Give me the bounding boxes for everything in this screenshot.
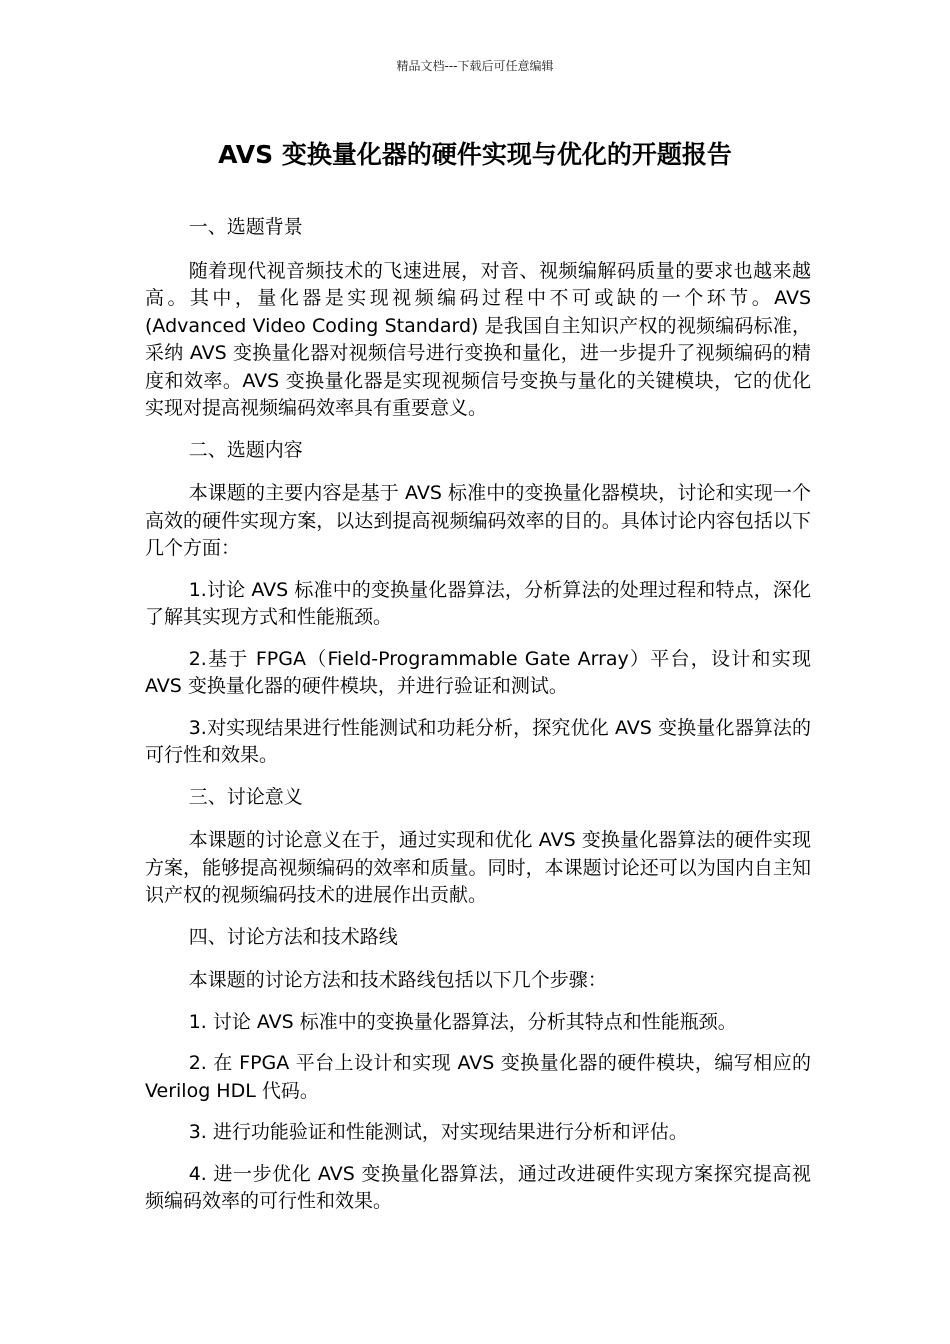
section-heading-content: 二、选题内容 [188,438,303,461]
content-item-2: 2.基于 FPGA（Field-Programmable Gate Array）平台，设计和实现 AVS 变换量化器的硬件模块，并进行验证和测试。 [145,647,811,697]
document-body [145,214,811,1230]
method-step-4: 4. 进一步优化 AVS 变换量化器算法，通过改进硬件实现方案探究提高视频编码效率的可行性和效果。 [145,1162,811,1212]
paragraph-methods-intro: 本课题的讨论方法和技术路线包括以下几个步骤： [188,969,607,991]
paragraph-significance: 本课题的讨论意义在于，通过实现和优化 AVS 变换量化器算法的硬件实现方案，能够提高视频编码的效率和质量。同时，本课题讨论还可以为国内自主知识产权的视频编码技术的进展作出贡献。 [145,829,811,906]
document-title: AVS 变换量化器的硬件实现与优化的开题报告 [218,140,732,169]
page-header-note: 精品文档---下载后可任意编辑 [396,59,554,73]
section-heading-background: 一、选题背景 [188,216,303,238]
content-item-3: 3.对实现结果进行性能测试和功耗分析，探究优化 AVS 变换量化器算法的可行性和效果。 [145,716,811,766]
section-heading-methods: 四、讨论方法和技术路线 [188,925,398,948]
section-heading-significance: 三、讨论意义 [188,785,303,808]
method-step-2: 2. 在 FPGA 平台上设计和实现 AVS 变换量化器的硬件模块，编写相应的 Verilog HDL 代码。 [145,1052,811,1102]
paragraph-content-intro: 本课题的主要内容是基于 AVS 标准中的变换量化器模块，讨论和实现一个高效的硬件实现方案，以达到提高视频编码效率的目的。具体讨论内容包括以下几个方面： [145,482,811,559]
paragraph-background: 随着现代视音频技术的飞速进展，对音、视频编解码质量的要求也越来越高。其中，量化器是实现视频编码过程中不可或缺的一个环节。AVS (Advanced Video Coding Standard) 是我国自主知识产权的视频编码标准，采纳 AVS 变换量化器对视频信号进行变换和量化，进一步提升了视频编码的精度和效率。AVS 变换量化器是实现视频信号变换与量化的关键模块，它的优化实现对提高视频编码效率具有重要意义。 [145,259,811,419]
method-step-1: 1. 讨论 AVS 标准中的变换量化器算法，分析其特点和性能瓶颈。 [188,1010,737,1033]
content-item-1: 1.讨论 AVS 标准中的变换量化器算法，分析算法的处理过程和特点，深化了解其实现方式和性能瓶颈。 [145,578,811,628]
method-step-3: 3. 进行功能验证和性能测试，对实现结果进行分析和评估。 [188,1121,688,1143]
